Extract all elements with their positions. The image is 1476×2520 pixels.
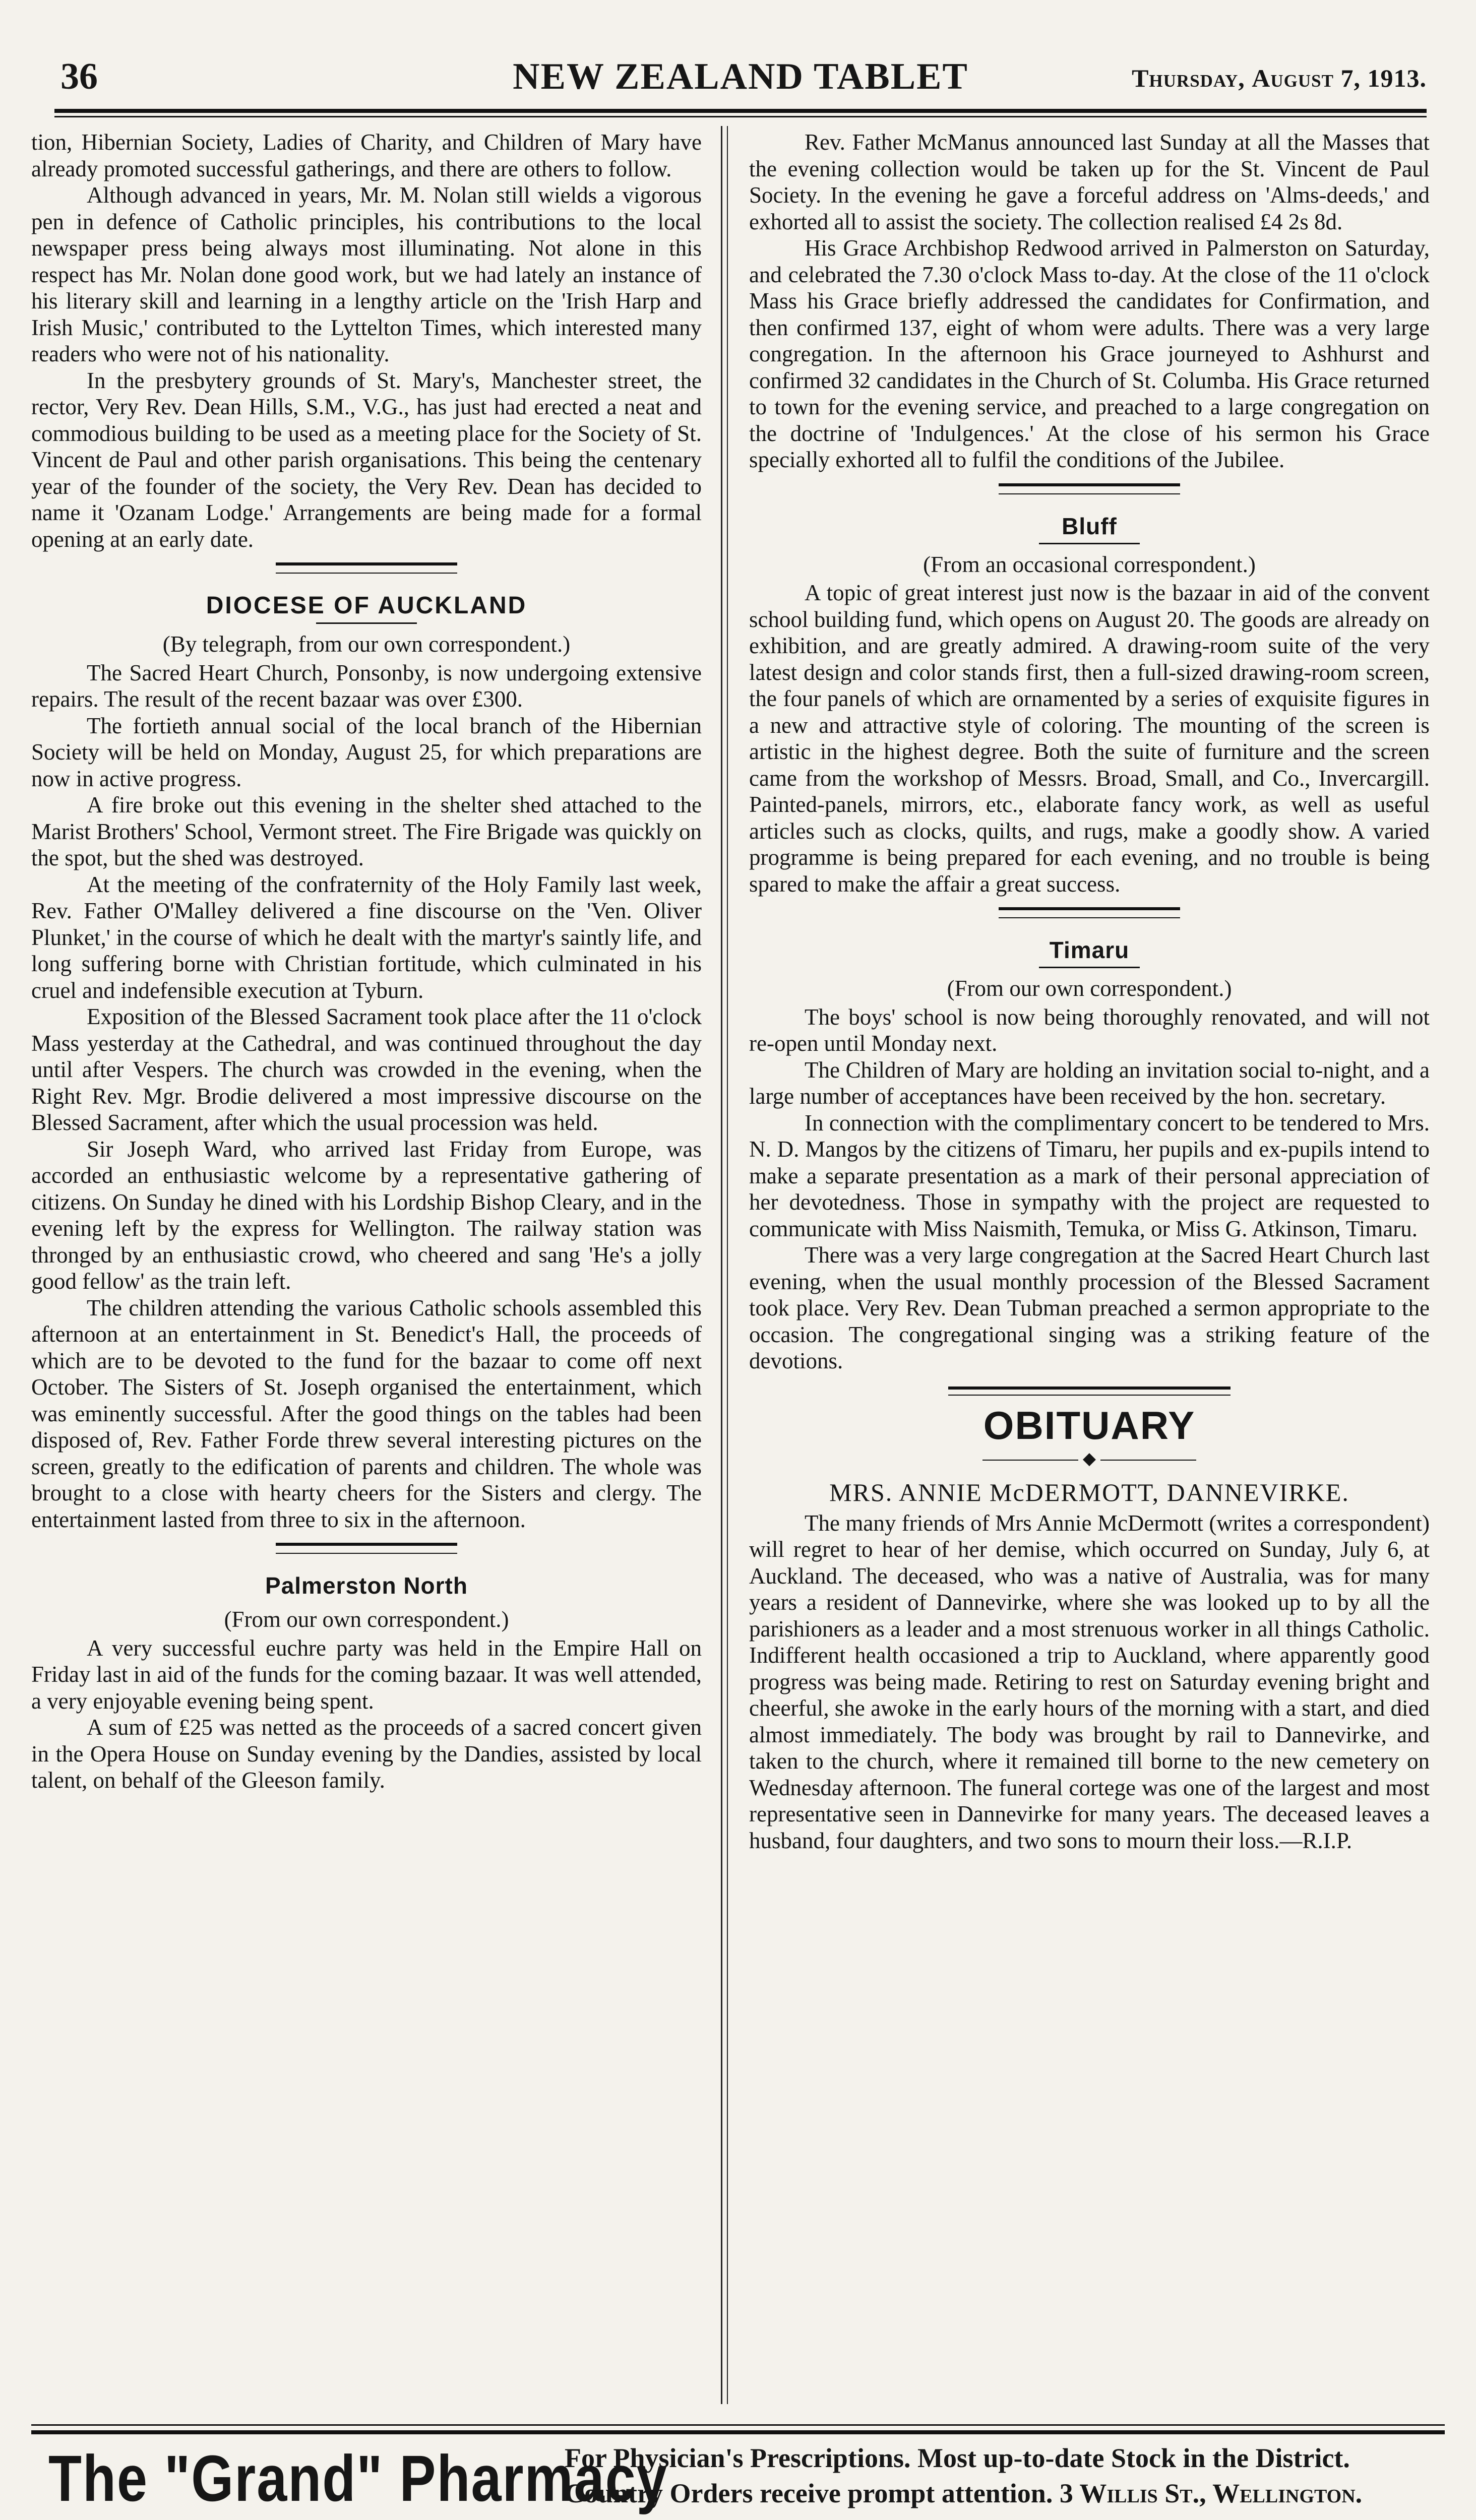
section-divider xyxy=(999,483,1180,494)
advert-line-2-text: Country Orders receive prompt attention. xyxy=(565,2478,1053,2508)
issue-date-day: Thursday, xyxy=(1132,64,1245,92)
byline: (From our own correspondent.) xyxy=(947,976,1232,1001)
paragraph: Exposition of the Blessed Sacrament took place after the 11 o'clock Mass yesterday at the Cathedral, and was continued throughout the day until after Vespers. The church was crowded in the evening, when the Right Rev. Mgr. Brodie delivered a most impressive discourse on the Blessed Sacrament, after which the usual procession was held. xyxy=(31,1004,702,1135)
paragraph: A fire broke out this evening in the shelter shed attached to the Marist Brothers' School, Vermont street. The Fire Brigade was quickly on the spot, but the shed was destroyed. xyxy=(31,792,702,870)
paragraph: Rev. Father McManus announced last Sunday at all the Masses that the evening collection would be taken up for the St. Vincent de Paul Society. In the evening he gave a forceful address on 'Alms-deeds,' and exhorted all to assist the society. The collection realised £4 2s 8d. xyxy=(749,130,1430,234)
masthead-title: NEW ZEALAND TABLET xyxy=(513,56,968,97)
paragraph: There was a very large congregation at the Sacred Heart Church last evening, when the usual monthly procession of the Blessed Sacrament took place. Very Rev. Dean Tubman preached a sermon appropriate to the occasion. The congregational singing was a striking feature of the devotions. xyxy=(749,1242,1430,1373)
heading-underline xyxy=(1039,967,1140,968)
paragraph: The many friends of Mrs Annie McDermott (writes a correspondent) will regret to hear of her demise, which occurred on Sunday, July 6, at Auckland. The deceased, who was a native of Australia, was for many years a resident of Dannevirke, where she was looked up to by all the parishioners as a leader and a most strenuous worker in all things Catholic. Indifferent health occasioned a trip to Auckland, where apparently good progress was being made. Retiring to rest on Saturday evening bright and cheerful, she awoke in the early hours of the morning with a start, and died almost immediately. The body was brought by rail to Dannevirke, and taken to the church, where it remained till borne to the new cemetery on Wednesday afternoon. The funeral cortege was one of the largest and most representative seen in Dannevirke for many years. The deceased leaves a husband, four daughters, and two sons to mourn their loss.—R.I.P. xyxy=(749,1510,1430,1853)
advert-address: 3 Willis St., Wellington. xyxy=(1059,2478,1363,2508)
paragraph: The children attending the various Catholic schools assembled this afternoon at an entertainment in St. Benedict's Hall, the proceeds of which are to be devoted to the fund for the bazaar to come off next October. The Sisters of St. Joseph organised the entertainment, which was eminently successful. After the good things on the tables had been disposed of, Rev. Father Forde threw several interesting pictures on the screen, greatly to the edification of parents and children. The whole was brought to a close with hearty cheers for the Sisters and clergy. The entertainment lasted from three to six in the afternoon. xyxy=(31,1295,702,1532)
paragraph: tion, Hibernian Society, Ladies of Charity, and Children of Mary have already promoted successful gatherings, and there are others to follow. xyxy=(31,130,702,181)
column-divider xyxy=(727,126,728,2404)
section-heading-palmerston: Palmerston North xyxy=(265,1572,468,1599)
advert-line-1: For Physician's Prescriptions. Most up-to-date Stock in the District. xyxy=(565,2443,1350,2473)
paragraph: The Children of Mary are holding an invitation social to-night, and a large number of acceptances have been received by the hon. secretary. xyxy=(749,1057,1430,1109)
paragraph: The fortieth annual social of the local branch of the Hibernian Society will be held on Monday, August 25, for which preparations are now in active progress. xyxy=(31,713,702,791)
section-heading-timaru: Timaru xyxy=(1049,937,1130,963)
paragraph: The Sacred Heart Church, Ponsonby, is now undergoing extensive repairs. The result of the recent bazaar was over £300. xyxy=(31,660,702,712)
paragraph: Although advanced in years, Mr. M. Nolan still wields a vigorous pen in defence of Catholic principles, his contributions to the local newspaper press being always most illuminating. Not alone in this respect has Mr. Nolan done good work, but we had lately an instance of his literary skill and learning in a lengthy article on the 'Irish Harp and Irish Music,' contributed to the Lyttelton Times, which interested many readers who were not of his nationality. xyxy=(31,182,702,366)
header-rule-thick xyxy=(54,109,1427,113)
issue-date-rest: August 7, 1913. xyxy=(1252,64,1427,92)
heading-underline xyxy=(1039,543,1140,544)
footer-rule-thick xyxy=(31,2430,1445,2434)
byline: (From our own correspondent.) xyxy=(224,1607,509,1632)
issue-date xyxy=(1132,64,1427,93)
byline: (By telegraph, from our own correspondent.) xyxy=(162,632,571,657)
paragraph: The boys' school is now being thoroughly renovated, and will not re-open until Monday next. xyxy=(749,1004,1430,1056)
diamond-ornament-icon: ◆ xyxy=(749,1451,1430,1468)
obituary-rule xyxy=(948,1395,1231,1396)
heading-underline xyxy=(316,622,417,624)
page-header xyxy=(54,50,1427,111)
header-rule-thin xyxy=(54,116,1427,117)
obituary-rule xyxy=(948,1387,1231,1390)
paragraph: A topic of great interest just now is the bazaar in aid of the convent school building fund, which opens on August 20. The goods are already on exhibition, and are greatly admired. A drawing-room suite of the very latest design and color stands first, then a full-sized drawing-room screen, the four panels of which are ornamented by a series of exquisite figures in a new and attractive style of coloring. The mounting of the screen is artistic in the highest degree. Both the suite of furniture and the screen came from the workshop of Messrs. Broad, Small, and Co., Invercargill. Painted-panels, mirrors, etc., elaborate fancy work, as well as useful articles such as clocks, quilts, and rugs, make a goodly show. A varied programme is being prepared for each evening, and no trouble is being spared to make the affair a great success. xyxy=(749,580,1430,897)
byline: (From an occasional correspondent.) xyxy=(923,551,1256,577)
footer-rule-thin xyxy=(31,2424,1445,2426)
paragraph: In the presbytery grounds of St. Mary's, Manchester street, the rector, Very Rev. Dean Hills, S.M., V.G., has just had erected a neat and commodious building to be used as a meeting place for the Society of St. Vincent de Paul and other parish organisations. This being the centenary year of the founder of the society, the Very Rev. Dean has decided to name it 'Ozanam Lodge.' Arrangements are being made for a formal opening at an early date. xyxy=(31,367,702,552)
page-number: 36 xyxy=(60,56,98,97)
paragraph: A very successful euchre party was held in the Empire Hall on Friday last in aid of the funds for the coming bazaar. It was well attended, a very enjoyable evening being spent. xyxy=(31,1635,702,1714)
column-divider xyxy=(721,126,722,2404)
section-divider xyxy=(276,562,457,574)
advert-line-2 xyxy=(565,2478,1362,2509)
section-heading-auckland: DIOCESE OF AUCKLAND xyxy=(206,592,527,619)
paragraph: A sum of £25 was netted as the proceeds of a sacred concert given in the Opera House on Sunday evening by the Dandies, assisted by local talent, on behalf of the Gleeson family. xyxy=(31,1715,702,1793)
obituary-heading: OBITUARY xyxy=(983,1403,1196,1447)
section-divider xyxy=(999,907,1180,918)
right-column xyxy=(749,129,1430,2397)
paragraph: At the meeting of the confraternity of the Holy Family last week, Rev. Father O'Malley delivered a fine discourse on the 'Ven. Oliver Plunket,' in the course of which he dealt with the martyr's saintly life, and long suffering borne with Christian fortitude, which culminated in his cruel and indefensible execution at Tyburn. xyxy=(31,871,702,1003)
paragraph: Sir Joseph Ward, who arrived last Friday from Europe, was accorded an enthusiastic welcome by a representative gathering of citizens. On Sunday he dined with his Lordship Bishop Cleary, and in the evening left by the express for Wellington. The railway station was thronged by an enthusiastic crowd, who cheered and sang 'He's a jolly good fellow' as the train left. xyxy=(31,1136,702,1294)
advert-title: The "Grand" Pharmacy xyxy=(48,2441,668,2515)
obituary-subject: MRS. ANNIE McDERMOTT, DANNEVIRKE. xyxy=(829,1478,1349,1506)
section-divider xyxy=(276,1543,457,1554)
section-heading-bluff: Bluff xyxy=(1062,513,1117,539)
left-column xyxy=(31,129,702,2397)
paragraph: His Grace Archbishop Redwood arrived in Palmerston on Saturday, and celebrated the 7.30 o'clock Mass to-day. At the close of the 11 o'clock Mass his Grace briefly addressed the candidates for Confirmation, and then confirmed 137, eight of whom were adults. There was a very large congregation. In the afternoon his Grace journeyed to Ashhurst and confirmed 32 candidates in the Church of St. Columba. His Grace returned to town for the evening service, and preached to a large congregation on the doctrine of 'Indulgences.' At the close of his sermon his Grace specially exhorted all to fulfil the conditions of the Jubilee. xyxy=(749,235,1430,472)
paragraph: In connection with the complimentary concert to be tendered to Mrs. N. D. Mangos by the citizens of Timaru, her pupils and ex-pupils intend to make a separate presentation as a mark of their personal appreciation of her devotedness. Those in sympathy with the project are requested to communicate with Miss Naismith, Temuka, or Miss G. Atkinson, Timaru. xyxy=(749,1110,1430,1241)
